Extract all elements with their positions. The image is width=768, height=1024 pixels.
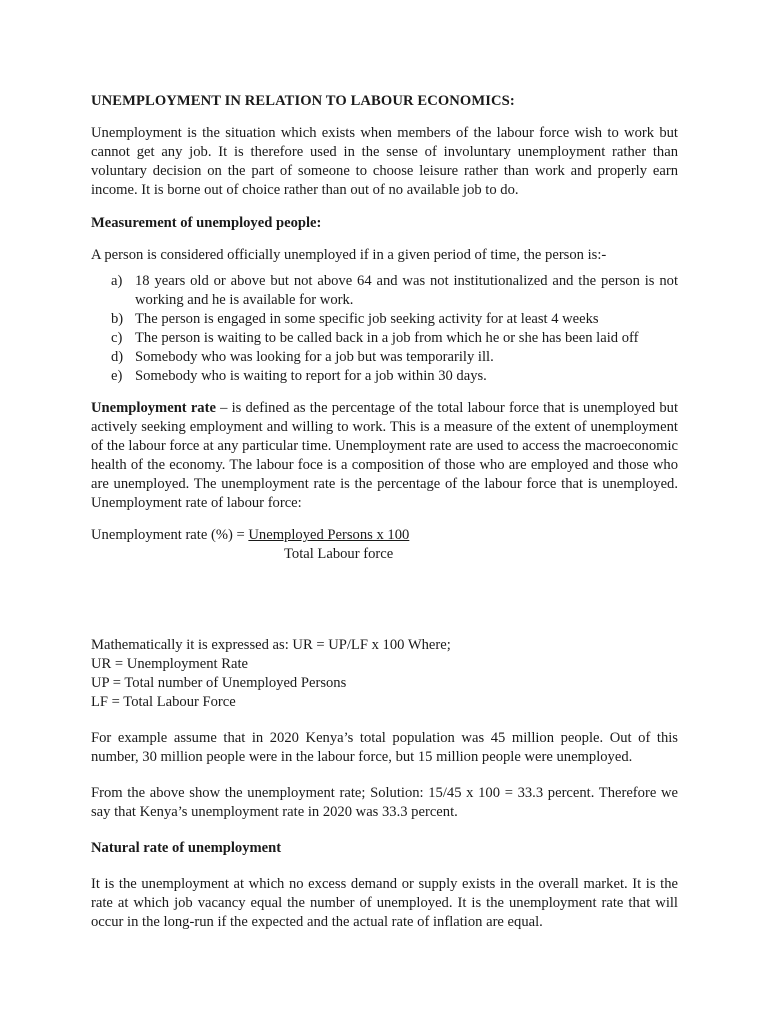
formula-lhs: Unemployment rate (%) = bbox=[91, 527, 249, 543]
math-line: LF = Total Labour Force bbox=[91, 694, 236, 710]
rate-definition: – is defined as the percentage of the total labour force that is unemployed but actively seeking employment and willing to work. This is a measure of the extent of unemployment of the labour force at any particular time. Unemployment rate are used to access the macroeconomic health of the economy. The labour foce is a composition of those who are employed and those who are unemployed. The unemployment rate is the percentage of the labour force that is unemployed. Unemployment rate of labour force: bbox=[91, 400, 678, 511]
measurement-lead: A person is considered officially unemployed if in a given period of time, the person is:- bbox=[91, 247, 607, 263]
criteria-list bbox=[91, 272, 678, 386]
example-paragraph: For example assume that in 2020 Kenya’s total population was 45 million people. Out of this number, 30 million people were in the labour force, but 15 million people were unemployed. bbox=[91, 730, 678, 765]
rate-term: Unemployment rate bbox=[91, 400, 216, 416]
math-line: UP = Total number of Unemployed Persons bbox=[91, 675, 347, 691]
list-item-text: The person is waiting to be called back in a job from which he or she has been laid off bbox=[135, 330, 639, 346]
list-item-label: b) bbox=[111, 311, 124, 327]
math-block bbox=[91, 636, 678, 712]
intro-paragraph: Unemployment is the situation which exists when members of the labour force wish to work but cannot get any job. It is therefore used in the sense of involuntary unemployment rather than voluntary decision on the part of someone to choose leisure rather than work and properly earn income. It is borne out of choice rather than out of no available job to do. bbox=[91, 125, 678, 198]
list-item bbox=[91, 348, 678, 367]
formula-denominator: Total Labour force bbox=[284, 546, 394, 562]
rate-paragraph bbox=[91, 399, 678, 513]
solution-paragraph: From the above show the unemployment rate; Solution: 15/45 x 100 = 33.3 percent. Therefore we say that Kenya’s unemployment rate in 2020 was 33.3 percent. bbox=[91, 785, 678, 820]
document-page bbox=[91, 92, 678, 932]
document-title: UNEMPLOYMENT IN RELATION TO LABOUR ECONOMICS: bbox=[91, 93, 515, 109]
math-line: UR = Unemployment Rate bbox=[91, 656, 248, 672]
natural-heading: Natural rate of unemployment bbox=[91, 840, 282, 856]
list-item-text: Somebody who was looking for a job but was temporarily ill. bbox=[135, 349, 494, 365]
list-item-text: 18 years old or above but not above 64 and was not institutionalized and the person is not working and he is available for work. bbox=[135, 273, 678, 308]
list-item-label: c) bbox=[111, 330, 123, 346]
list-item-label: d) bbox=[111, 349, 124, 365]
list-item bbox=[91, 329, 678, 348]
natural-paragraph: It is the unemployment at which no excess demand or supply exists in the overall market. It is the rate at which job vacancy equal the number of unemployed. It is the unemployment rate that will occur in the long-run if the expected and the actual rate of inflation are equal. bbox=[91, 876, 678, 930]
list-item bbox=[91, 310, 678, 329]
rate-formula bbox=[91, 526, 678, 564]
list-item bbox=[91, 272, 678, 310]
list-item-label: e) bbox=[111, 368, 123, 384]
list-item-text: The person is engaged in some specific job seeking activity for at least 4 weeks bbox=[135, 311, 599, 327]
measurement-heading: Measurement of unemployed people: bbox=[91, 215, 322, 231]
math-line: Mathematically it is expressed as: UR = UP/LF x 100 Where; bbox=[91, 637, 451, 653]
list-item bbox=[91, 367, 678, 386]
list-item-text: Somebody who is waiting to report for a job within 30 days. bbox=[135, 368, 487, 384]
list-item-label: a) bbox=[111, 273, 123, 289]
formula-numerator: Unemployed Persons x 100 bbox=[248, 527, 410, 543]
